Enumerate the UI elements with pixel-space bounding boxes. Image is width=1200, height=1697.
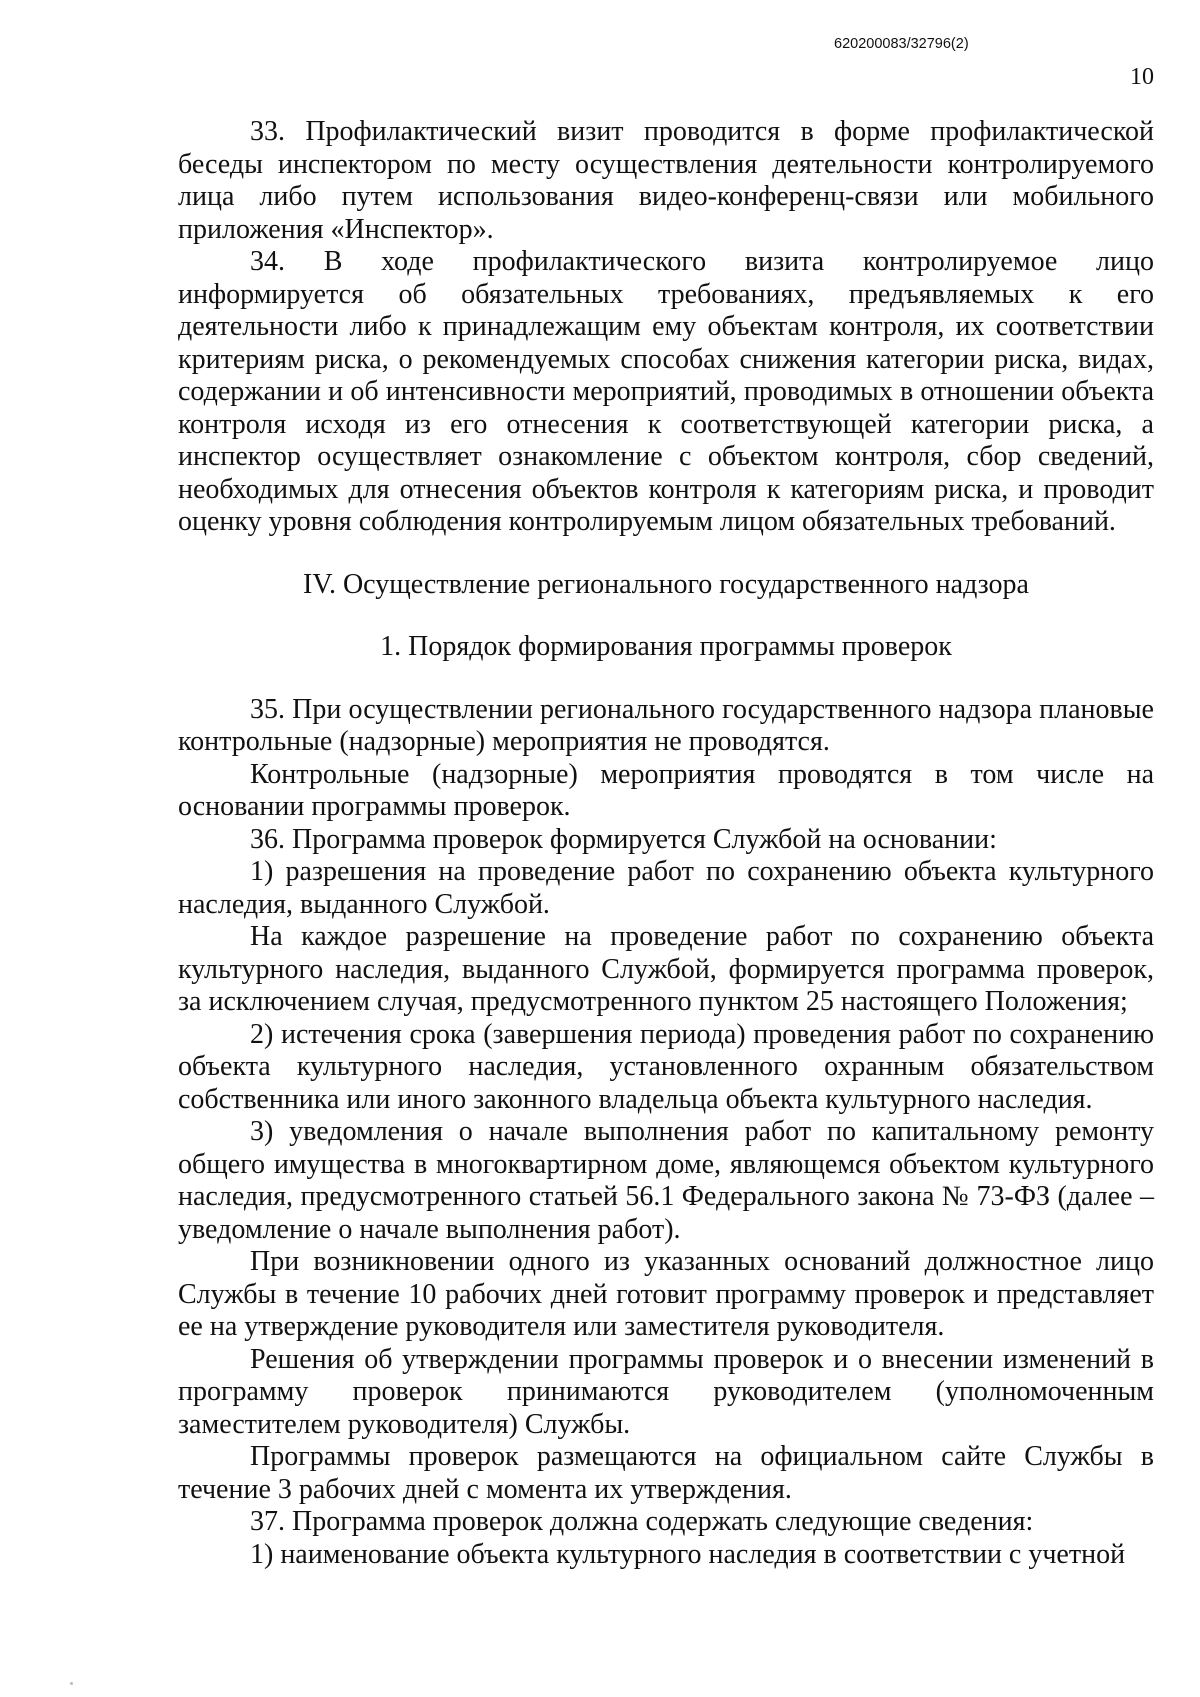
paragraph-36-decisions: Решения об утверждении программы проверок и о внесении изменений в программу проверок принимаются руководителем (уполномоченным заместителем руководителя) Службы. [178,1343,1154,1440]
paragraph-36-publication: Программы проверок размещаются на официальном сайте Службы в течение 3 рабочих дней с момента их утверждения. [178,1441,1154,1505]
paragraph-36-item-2: 2) истечения срока (завершения периода) проведения работ по сохранению объекта культурного наследия, установленного охранным обязательством собственника или иного законного владельца объекта культурного наследия. [178,1018,1154,1115]
paragraph-35: 35. При осуществлении регионального государственного надзора плановые контрольные (надзорные) мероприятия не проводятся. [178,693,1154,757]
paragraph-34: 34. В ходе профилактического визита контролируемое лицо информируется об обязательных требованиях, предъявляемых к его деятельности либо к принадлежащим ему объектам контроля, их соответствии критериям риска, о рекомендуемых способах снижения категории риска, видах, содержании и об интенсивности мероприятий, проводимых в отношении объекта контроля исходя из его отнесения к соответствующей категории риска, а инспектор осуществляет ознакомление с объектом контроля, сбор сведений, необходимых для отнесения объектов контроля к категориям риска, и проводит оценку уровня соблюдения контролируемым лицом обязательных требований. [178,246,1154,537]
section-heading: IV. Осуществление регионального государственного надзора [303,568,1029,600]
paragraph-36-item-3: 3) уведомления о начале выполнения работ по капитальному ремонту общего имущества в многоквартирном доме, являющемся объектом культурного наследия, предусмотренного статьей 56.1 Федерального закона № 73-ФЗ (далее – уведомление о начале выполнения работ). [178,1116,1154,1245]
document-id: 620200083/32796(2) [834,36,969,52]
document-body [178,116,1154,1571]
paragraph-36-procedure: При возникновении одного из указанных оснований должностное лицо Службы в течение 10 рабочих дней готовит программу проверок и представляет ее на утверждение руководителя или заместителя руководителя. [178,1246,1154,1342]
subsection-heading: 1. Порядок формирования программы проверок [380,631,952,662]
paragraph-36-item-1-note: На каждое разрешение на проведение работ по сохранению объекта культурного наследия, выданного Службой, формируется программа проверок, за исключением случая, предусмотренного пунктом 25 настоящего Положения; [178,921,1154,1017]
paragraph-37: 37. Программа проверок должна содержать следующие сведения: [250,1506,1034,1537]
paragraph-36: 36. Программа проверок формируется Службой на основании: [250,823,997,855]
paragraph-35-continued: Контрольные (надзорные) мероприятия проводятся в том числе на основании программы проверок. [178,758,1154,822]
paragraph-36-item-1: 1) разрешения на проведение работ по сохранению объекта культурного наследия, выданного Службой. [178,856,1154,920]
paragraph-37-item-1: 1) наименование объекта культурного наследия в соответствии с учетной [250,1538,1126,1570]
scan-speck [70,1682,73,1685]
page-number: 10 [1130,64,1154,90]
paragraph-33: 33. Профилактический визит проводится в форме профилактической беседы инспектором по месту осуществления деятельности контролируемого лица либо путем использования видео-конференц-связи или мобильного приложения «Инспектор». [178,116,1154,245]
